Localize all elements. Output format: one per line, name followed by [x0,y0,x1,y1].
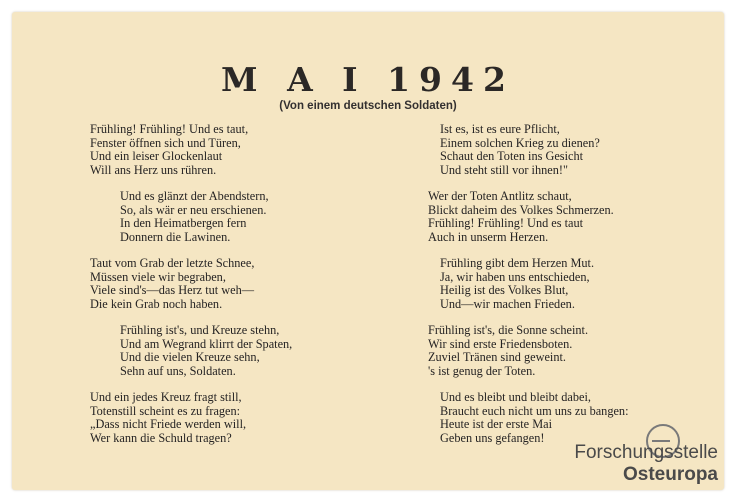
poem-line: Geben uns gefangen! [440,430,545,445]
poem-stanza [90,123,400,177]
watermark-line-1: Forschungsstelle [574,442,718,463]
archive-watermark [574,442,718,486]
poem-line: Ist es, ist es eure Pflicht, [440,122,560,136]
poem-line: Ja, wir haben uns entschieden, [440,269,590,284]
poem-line: Braucht euch nicht um uns zu bangen: [440,403,629,418]
poem-right-column [428,123,718,445]
poem-line: Einem solchen Krieg zu dienen? [440,135,600,150]
poem-line: Müssen viele wir begraben, [90,269,226,284]
poem-line: Und es glänzt der Abendstern, [120,189,269,203]
poem-line: Frühling! Frühling! Und es taut, [90,122,249,136]
poem-line: Totenstill scheint es zu fragen: [90,403,241,418]
poem-line: Und es bleibt und bleibt dabei, [440,390,591,404]
poem-line: Und am Wegrand klirrt der Spaten, [120,336,293,351]
poem-line: Und ein jedes Kreuz fragt still, [90,390,242,404]
poem-line: Donnern die Lawinen. [120,229,231,244]
poem-stanza [90,257,400,311]
poem-stanza [428,324,718,378]
poem-stanza [90,190,400,244]
poem-left-column [90,123,400,445]
poem-line: Auch in unserm Herzen. [428,229,549,244]
poem-line: Wer kann die Schuld tragen? [90,430,232,445]
poem-line: Frühling ist's, und Kreuze stehn, [120,323,280,337]
poem-line: 's ist genug der Toten. [428,363,536,378]
leaflet-card [12,12,724,490]
poem-line: „Dass nicht Friede werden will, [90,417,247,431]
poem-line: Und steht still vor ihnen!" [440,162,568,177]
poem-line: Frühling! Frühling! Und es taut [428,216,584,230]
poem-line: In den Heimatbergen fern [120,216,247,230]
poem-stanza [90,391,400,445]
watermark-line-2: Osteuropa [622,464,718,485]
poem-line: Heute ist der erste Mai [440,417,552,431]
poem-line: Und ein leiser Glockenlaut [90,149,223,163]
poem-line: Frühling ist's, die Sonne scheint. [428,323,589,337]
poem-line: Heilig ist des Volkes Blut, [440,283,569,297]
document-title: M A I 1942 [221,60,515,99]
poem-line: Und die vielen Kreuze sehn, [120,350,260,364]
poem-line: Fenster öffnen sich und Türen, [90,135,241,150]
poem-line: Viele sind's—das Herz tut weh— [90,283,255,297]
poem-stanza [428,257,718,311]
poem-line: Wer der Toten Antlitz schaut, [428,189,572,203]
poem-line: Wir sind erste Friedensboten. [428,336,573,351]
poem-stanza [428,190,718,244]
poem-line: Zuviel Tränen sind geweint. [428,350,566,364]
poem-line: Sehn auf uns, Soldaten. [120,363,236,378]
poem-line: Frühling gibt dem Herzen Mut. [440,256,595,270]
poem-line: Und—wir machen Frieden. [440,296,575,311]
poem-line: Will ans Herz uns rühren. [90,162,217,177]
poem-stanza [90,324,400,378]
poem-line: Schaut den Toten ins Gesicht [440,149,584,163]
poem-line: Die kein Grab noch haben. [90,296,223,311]
poem-line: Blickt daheim des Volkes Schmerzen. [428,202,614,217]
poem-stanza [428,123,718,177]
document-subtitle: (Von einem deutschen Soldaten) [279,100,457,112]
poem-line: Taut vom Grab der letzte Schnee, [90,256,255,270]
poem-line: So, als wär er neu erschienen. [120,202,267,217]
